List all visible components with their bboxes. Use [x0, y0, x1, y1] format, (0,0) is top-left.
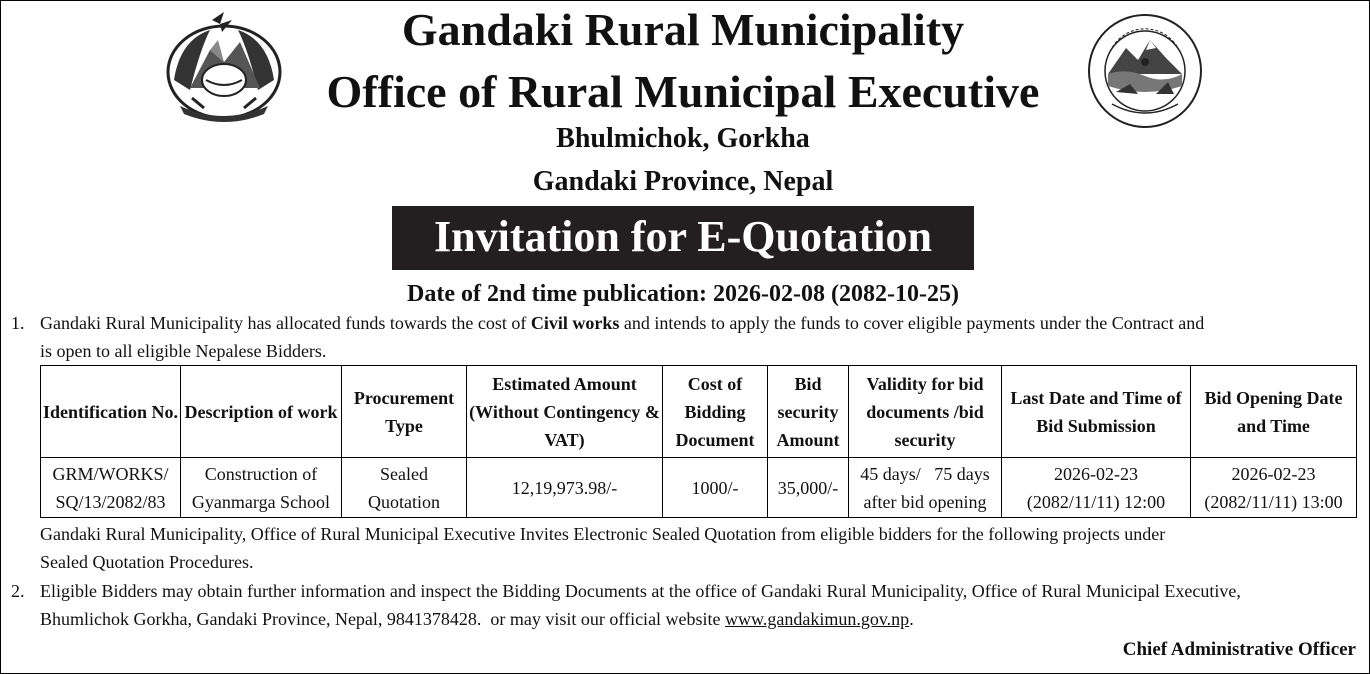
cell-text: (2082/11/11) 13:00: [1204, 491, 1343, 512]
cell-text: Construction of: [204, 463, 318, 484]
address-line-1: Bhulmichok, Gorkha: [556, 123, 810, 154]
header-procurement-type: Procurement Type: [342, 366, 467, 458]
header-opening-date: Bid Opening Date and Time: [1191, 366, 1357, 458]
website-link[interactable]: www.gandakimun.gov.np: [725, 609, 910, 629]
cell-text: after bid opening: [863, 491, 987, 512]
header-validity: Validity for bid documents /bid security: [849, 366, 1002, 458]
signature: Chief Administrative Officer: [1122, 639, 1356, 660]
address-line-2: Gandaki Province, Nepal: [532, 166, 834, 197]
cell-procurement-type: [342, 458, 467, 518]
cell-description: [181, 458, 342, 518]
invite-line-2: Sealed Quotation Procedures.: [40, 552, 254, 572]
item-2-end: .: [909, 609, 914, 629]
item-1-bold-text: Civil works: [530, 313, 620, 333]
cell-text: 2026-02-23: [1054, 463, 1138, 484]
item-2-number: 2.: [11, 581, 25, 601]
item-1-text-a: Gandaki Rural Municipality has allocated funds towards the cost of: [40, 313, 531, 333]
header-estimated-amount: Estimated Amount (Without Contingency & VAT): [467, 366, 663, 458]
item-2-line-1: Eligible Bidders may obtain further information and inspect the Bidding Documents at the office of Gandaki Rural Municipality, Office of Rural Municipal Executive,: [40, 581, 1241, 601]
cell-text: Quotation: [368, 491, 440, 512]
cell-opening-date: [1191, 458, 1357, 518]
header-identification: Identification No.: [41, 366, 181, 458]
header-bid-security: Bid security Amount: [768, 366, 849, 458]
cell-text: Gyanmarga School: [191, 491, 331, 512]
item-1-line-1: [40, 309, 1360, 337]
publication-date: Date of 2nd time publication: 2026-02-08 (2082-10-25): [407, 281, 959, 307]
cell-text: 45 days/ 75 days: [860, 463, 990, 484]
cell-text: GRM/WORKS/: [52, 463, 169, 484]
cell-validity: [849, 458, 1002, 518]
cell-text: Sealed: [380, 463, 428, 484]
item-1-number: 1.: [11, 313, 25, 333]
table-header-row: [41, 366, 1357, 458]
municipality-title: Gandaki Rural Municipality: [401, 4, 965, 55]
header-submission-deadline: Last Date and Time of Bid Submission: [1002, 366, 1191, 458]
cell-document-cost: 1000/-: [663, 458, 768, 518]
header-description: Description of work: [181, 366, 342, 458]
office-title: Office of Rural Municipal Executive: [326, 66, 1040, 117]
cell-submission-deadline: [1002, 458, 1191, 518]
cell-identification: [41, 458, 181, 518]
cell-text: 2026-02-23: [1231, 463, 1316, 484]
cell-text: SQ/13/2082/83: [55, 491, 166, 512]
cell-text: (2082/11/11) 12:00: [1026, 491, 1166, 512]
bid-table: [40, 365, 1357, 518]
header-document-cost: Cost of Bidding Document: [663, 366, 768, 458]
item-1-text-b: and intends to apply the funds to cover eligible payments under the Contract and: [619, 313, 1205, 333]
notice-banner: Invitation for E-Quotation: [392, 206, 974, 270]
item-2-text: Bhumlichok Gorkha, Gandaki Province, Nepal, 9841378428. or may visit our official website: [40, 609, 726, 629]
cell-estimated-amount: 12,19,973.98/-: [467, 458, 663, 518]
item-1-line-2: is open to all eligible Nepalese Bidders.: [40, 341, 327, 361]
item-2-line-2: [40, 605, 914, 633]
table-row: [41, 458, 1357, 518]
invite-line-1: Gandaki Rural Municipality, Office of Rural Municipal Executive Invites Electronic Sealed Quotation from eligible bidders for the following projects under: [40, 524, 1166, 544]
cell-bid-security: 35,000/-: [768, 458, 849, 518]
